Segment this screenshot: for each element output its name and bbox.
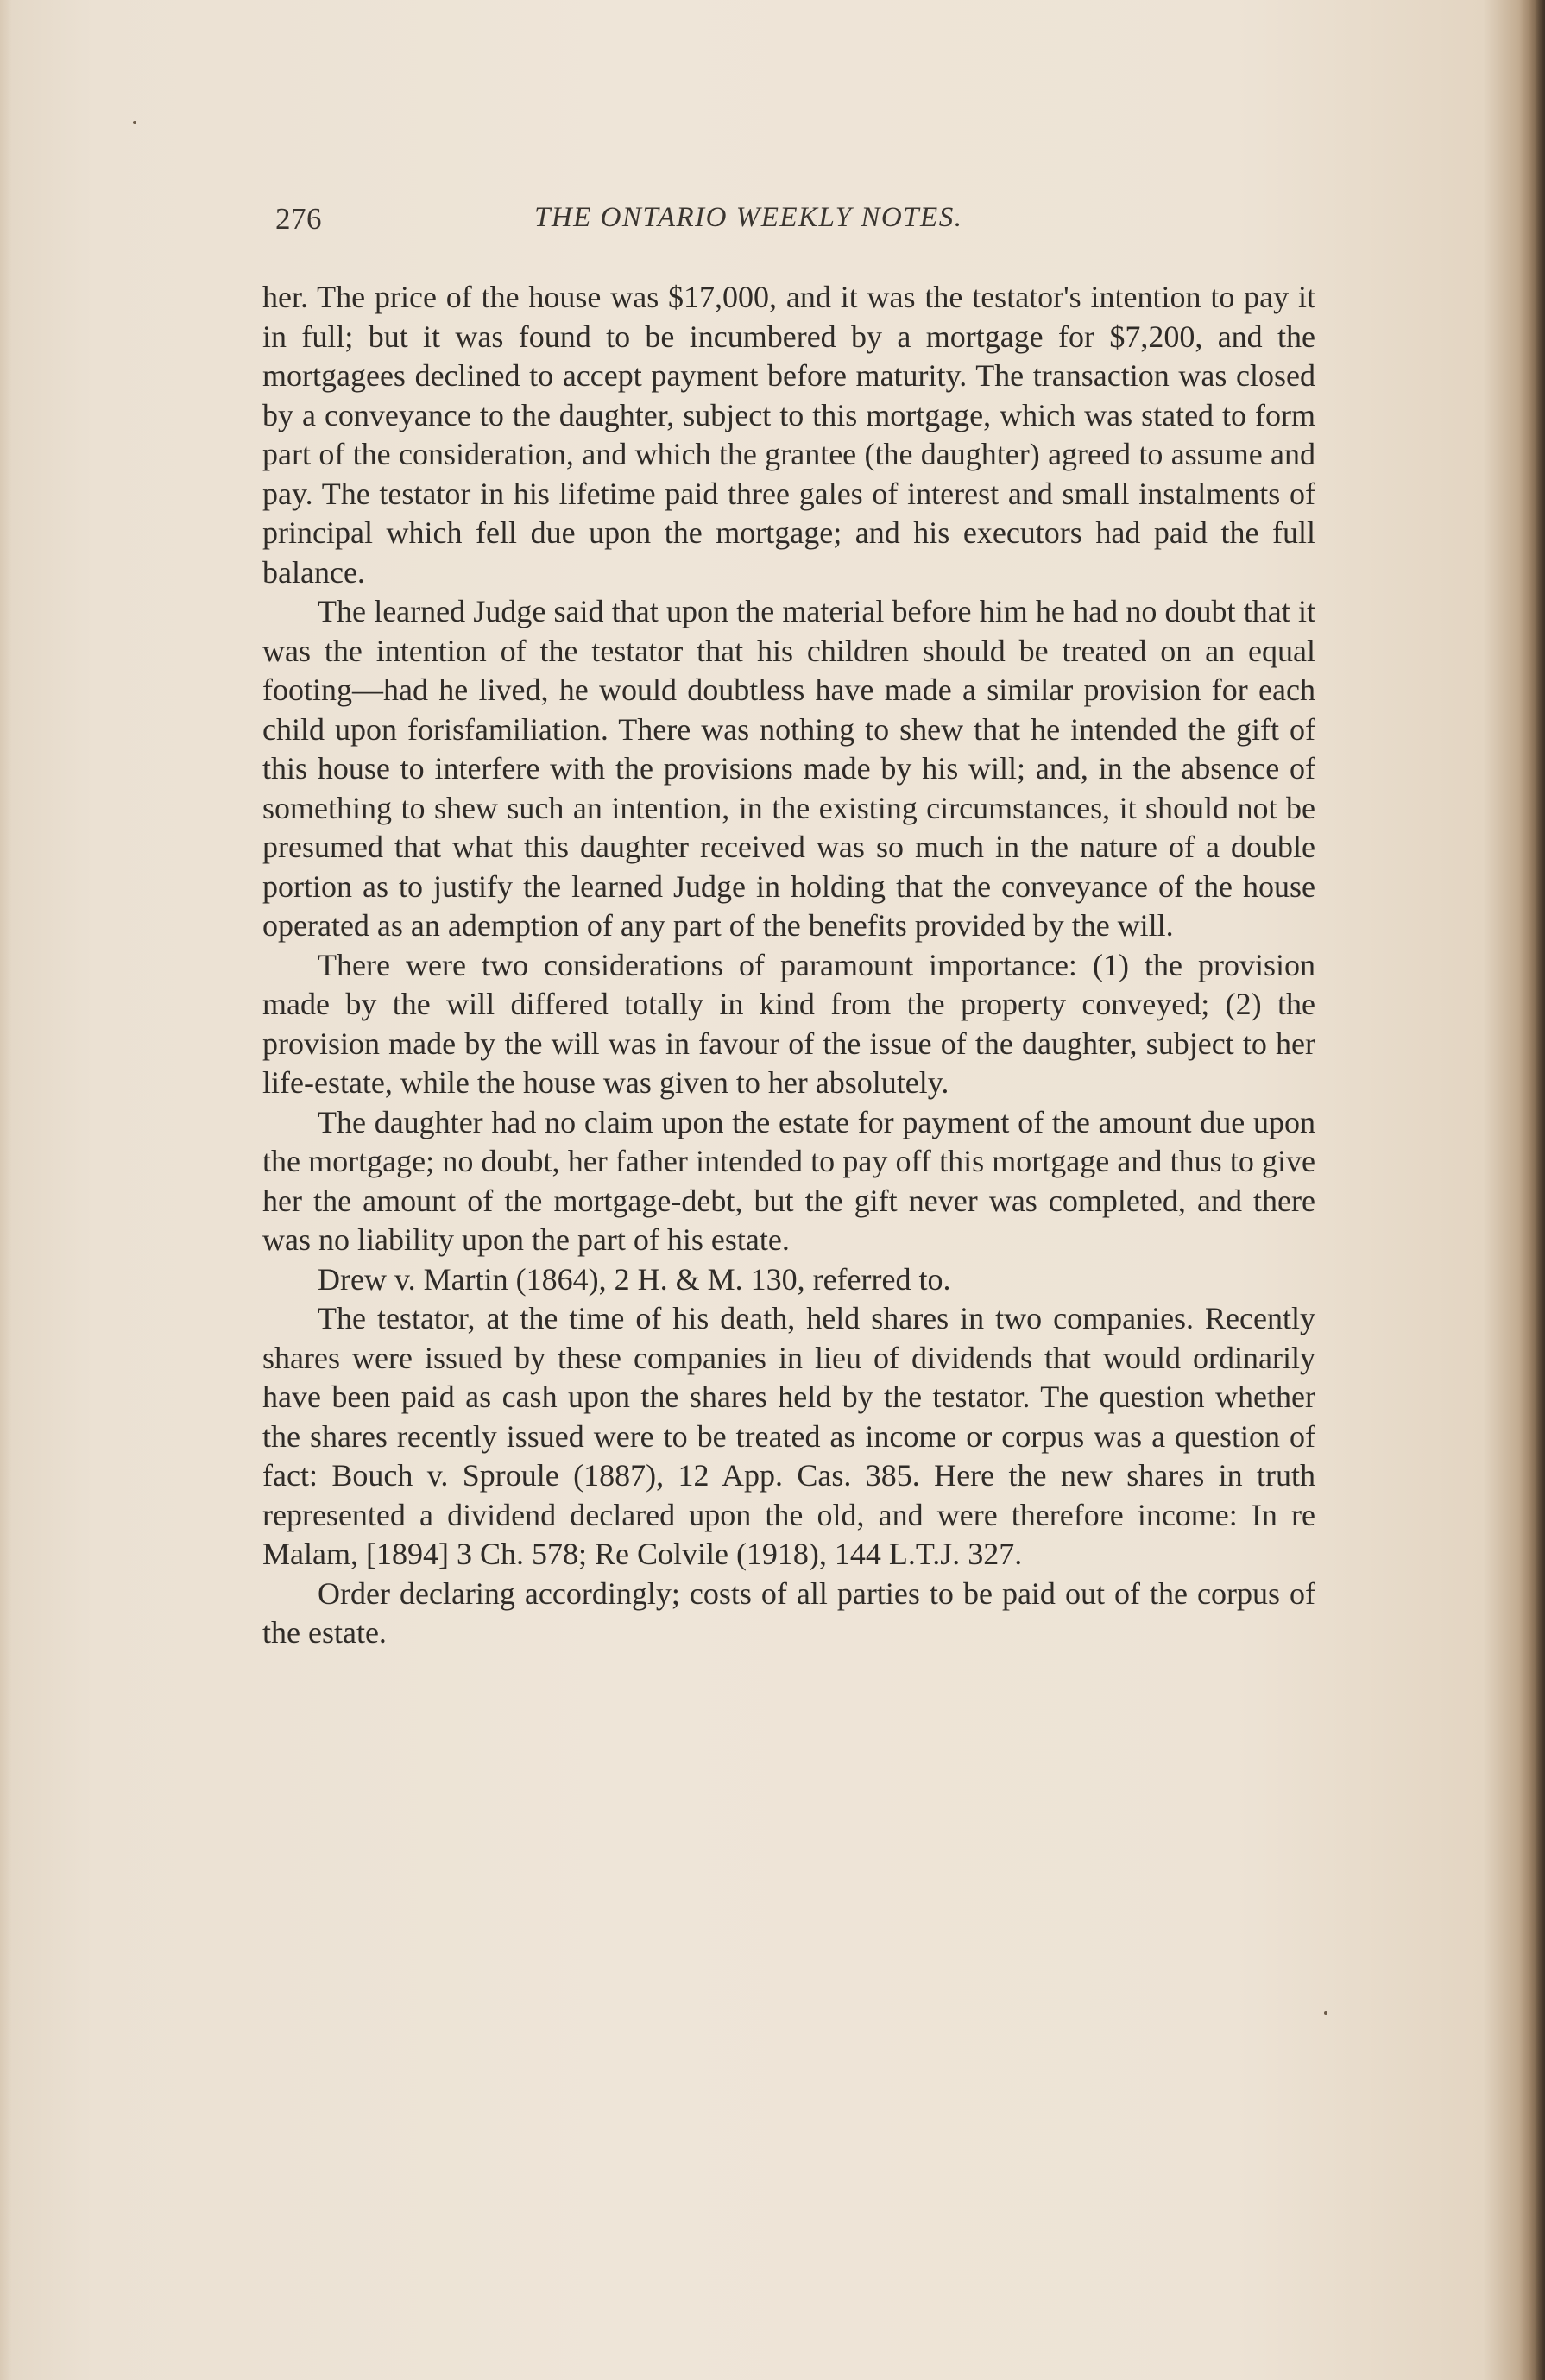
- page-left-edge: [0, 0, 12, 2380]
- page-binding-shadow: [1519, 0, 1545, 2380]
- paper-speck: [1324, 2011, 1327, 2015]
- paragraph-continued: her. The price of the house was $17,000, and it was the testator's intention to pay it in full; but it was found to be incumbered by a mortgage for $7,200, and the mortgagees declined to accept payment before maturity. The transaction was closed by a conveyance to the daughter, subject to this mortgage, which was stated to form part of the consideration, and which the grantee (the daughter) agreed to assume and pay. The testator in his lifetime paid three gales of interest and small instalments of principal which fell due upon the mortgage; and his executors had paid the full balance.: [262, 280, 1315, 590]
- paragraph-considerations: There were two considerations of paramount importance: (1) the provision made by the will differed totally in kind from the property conveyed; (2) the provision made by the will was in favour of the issue of the daughter, subject to her life-estate, while the house was given to her absolutely.: [262, 947, 1315, 1100]
- paragraph-judge-opinion: The learned Judge said that upon the material before him he had no doubt that it was the intention of the testator that his children should be treated on an equal footing—had he lived, he would doubtless have made a similar provision for each child upon forisfamiliation. There was nothing to shew that he intended the gift of this house to interfere with the provisions made by his will; and, in the absence of something to shew such an intention, in the existing circumstances, it should not be presumed that what this daughter received was so much in the nature of a double portion as to justify the learned Judge in holding that the conveyance of the house operated as an ademption of any part of the benefits provided by the will.: [262, 594, 1315, 943]
- paragraph-citation: Drew v. Martin (1864), 2 H. & M. 130, referred to.: [318, 1261, 951, 1297]
- paragraph-order: Order declaring accordingly; costs of all parties to be paid out of the corpus of the estate.: [262, 1575, 1315, 1650]
- page-number: 276: [275, 202, 322, 236]
- page-header: [275, 202, 1311, 242]
- paragraph-shares: The testator, at the time of his death, held shares in two companies. Recently shares were issued by these companies in lieu of dividends that would ordinarily have been paid as cash upon the shares held by the testator. The question whether the shares recently issued were to be treated as income or corpus was a question of fact: Bouch v. Sproule (1887), 12 App. Cas. 385. Here the new shares in truth represented a dividend declared upon the old, and were therefore income: In re Malam, [1894] 3 Ch. 578; Re Colvile (1918), 144 L.T.J. 327.: [262, 1301, 1315, 1571]
- paragraph-mortgage-claim: The daughter had no claim upon the estate for payment of the amount due upon the mortgage; no doubt, her father intended to pay off this mortgage and thus to give her the amount of the mortgage-debt, but the gift never was completed, and there was no liability upon the part of his estate.: [262, 1104, 1315, 1257]
- paper-speck: [133, 121, 136, 124]
- running-head: THE ONTARIO WEEKLY NOTES.: [534, 202, 963, 233]
- body-text: [262, 278, 1315, 1653]
